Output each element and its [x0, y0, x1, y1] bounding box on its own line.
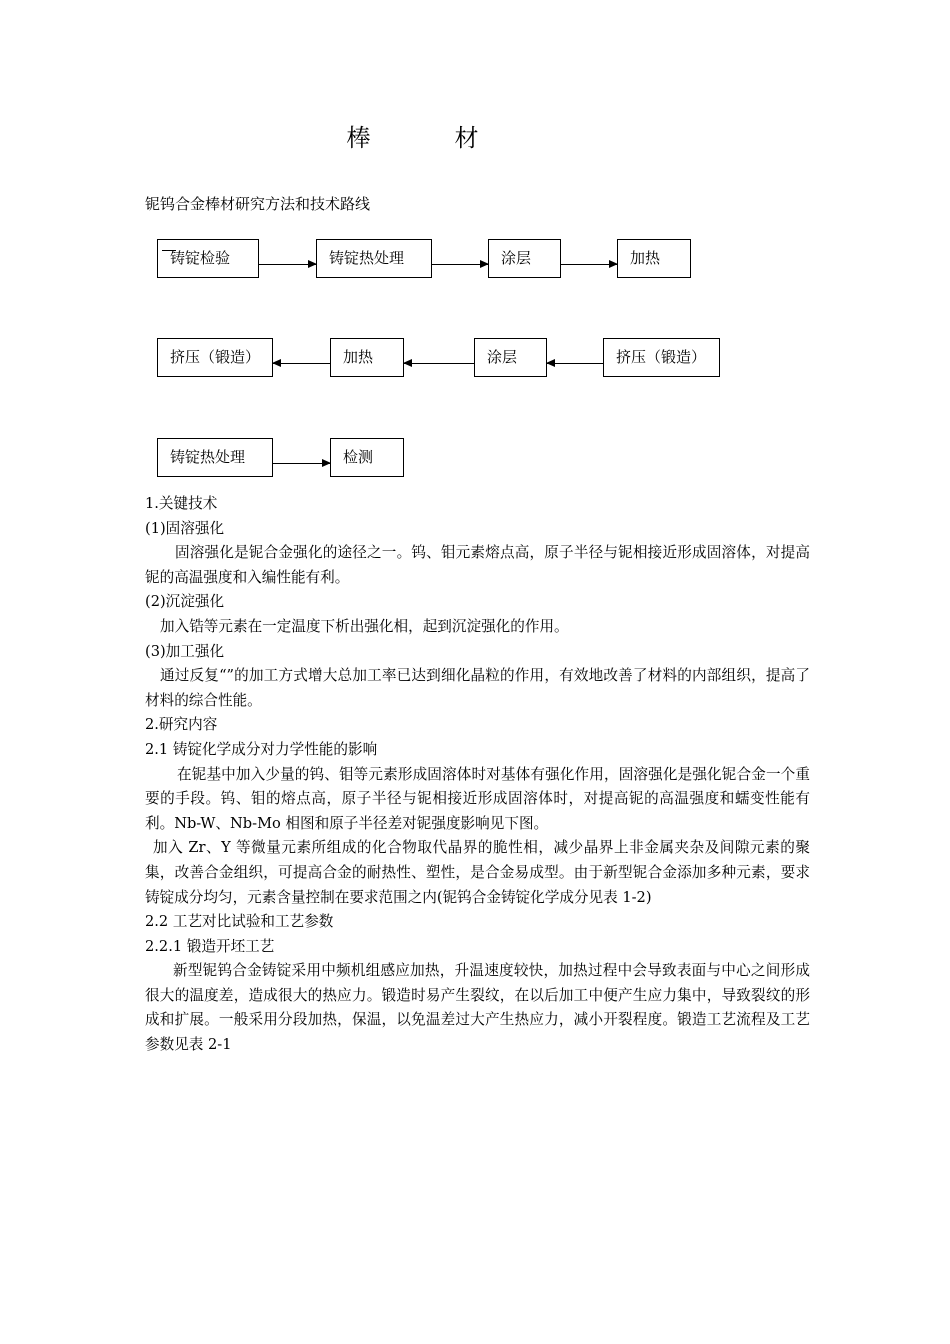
paragraph: 加入 Zr、Y 等微量元素所组成的化合物取代晶界的脆性相，减少晶界上非金属夹杂及间隙元素的聚集，改善合金组织，可提高合金的耐热性、塑性，是合金易成型。由于新型铌合金添加多种元素，要求铸锭成分均匀，元素含量控制在要求范围之内(铌钨合金铸锭化学成分见表 1-2): [145, 839, 810, 906]
flow-box-ingot-heat-treatment: 铸锭热处理: [316, 239, 432, 278]
flow-arrow-right: [259, 264, 316, 265]
flow-arrow-right: [432, 264, 488, 265]
page-title: 棒 材: [346, 124, 509, 152]
flow-box-extrusion-forging: 挤压（锻造）: [157, 338, 273, 377]
flow-arrow-left: [404, 363, 474, 364]
flow-box-heating: 加热: [330, 338, 404, 377]
flow-arrow-right: [273, 463, 330, 464]
flow-box-ingot-heat-treatment: 铸锭热处理: [157, 438, 273, 477]
section-subtitle: 铌钨合金棒材研究方法和技术路线: [145, 195, 371, 213]
paragraph: 在铌基中加入少量的钨、钼等元素形成固溶体时对基体有强化作用，固溶强化是强化铌合金一个重要的手段。钨、钼的熔点高，原子半径与铌相接近形成固溶体时，对提高铌的高温强度和蠕变性能有利。Nb-W、Nb-Mo 相图和原子半径差对铌强度影响见下图。: [145, 765, 810, 832]
paragraph: 固溶强化是铌合金强化的途径之一。钨、钼元素熔点高，原子半径与铌相接近形成固溶体，对提高铌的高温强度和入编性能有利。: [145, 544, 810, 586]
flow-box-ingot-inspection: 铸锭检验: [157, 239, 259, 278]
body-text: [145, 492, 810, 1058]
subheading-2-1: 2.1 铸锭化学成分对力学性能的影响: [145, 740, 378, 758]
subheading-2-2-1: 2.2.1 锻造开坯工艺: [145, 937, 275, 955]
subheading-solid-solution: (1)固溶强化: [145, 519, 225, 537]
subheading-precipitation: (2)沉淀强化: [145, 593, 225, 611]
heading-research-content: 2.研究内容: [145, 716, 218, 734]
flow-box-heating: 加热: [617, 239, 691, 278]
flow-box-extrusion-forging: 挤压（锻造）: [603, 338, 720, 377]
flow-arrow-right: [561, 264, 617, 265]
heading-key-technologies: 1.关键技术: [145, 495, 218, 512]
flow-box-coating: 涂层: [474, 338, 547, 377]
paragraph: 加入锆等元素在一定温度下析出强化相，起到沉淀强化的作用。: [160, 617, 569, 635]
flow-box-testing: 检测: [330, 438, 404, 477]
flow-mark: [162, 250, 176, 251]
flow-arrow-left: [547, 363, 603, 364]
subheading-2-2: 2.2 工艺对比试验和工艺参数: [145, 913, 334, 931]
flow-box-coating: 涂层: [488, 239, 561, 278]
flow-arrow-left: [273, 363, 330, 364]
subheading-work-hardening: (3)加工强化: [145, 642, 225, 660]
paragraph: 新型铌钨合金铸锭采用中频机组感应加热，升温速度较快，加热过程中会导致表面与中心之间形成很大的温度差，造成很大的热应力。锻造时易产生裂纹，在以后加工中便产生应力集中，导致裂纹的形成和扩展。一般采用分段加热，保温，以免温差过大产生热应力，减小开裂程度。锻造工艺流程及工艺参数见表 2-1: [145, 962, 810, 1054]
paragraph: 通过反复“”的加工方式增大总加工率已达到细化晶粒的作用，有效地改善了材料的内部组织，提高了材料的综合性能。: [145, 667, 810, 709]
